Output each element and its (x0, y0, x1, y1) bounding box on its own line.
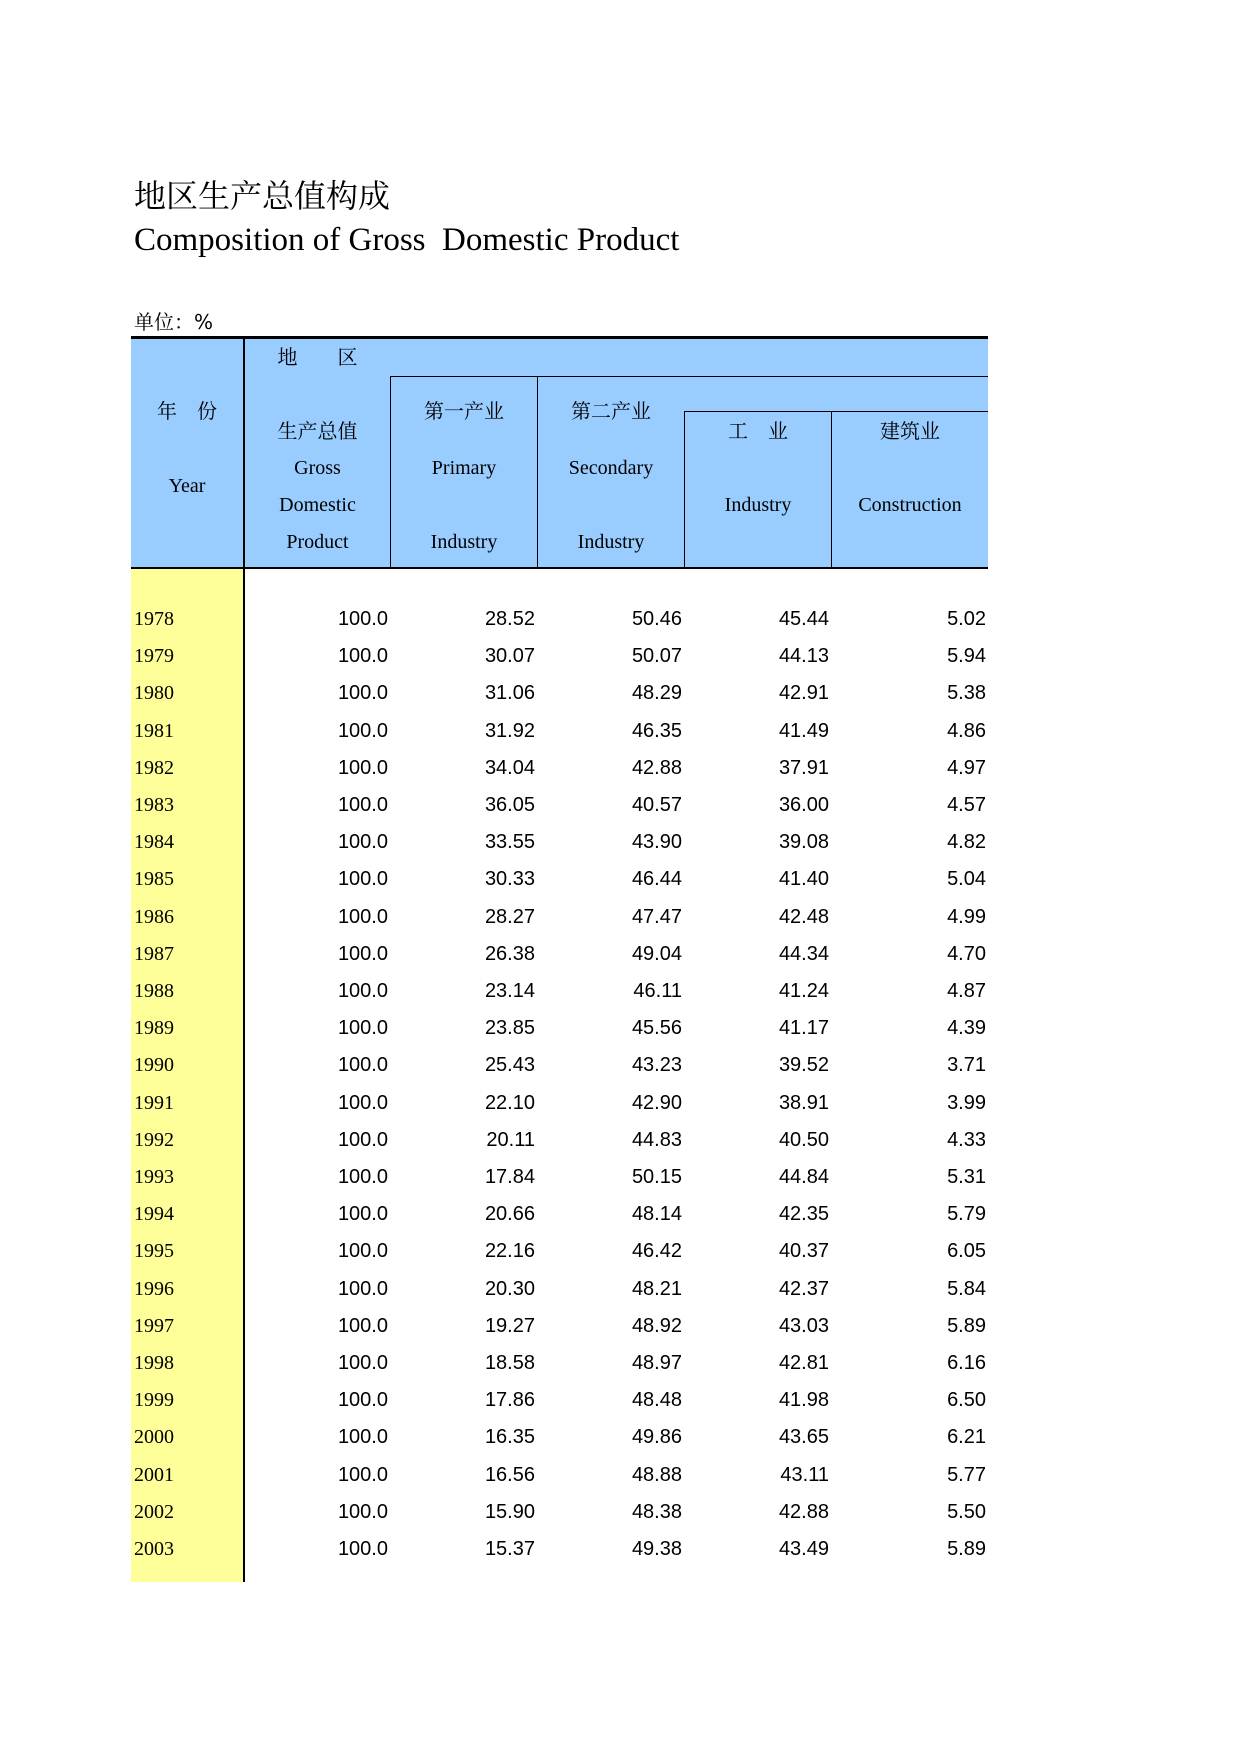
page-title-cn: 地区生产总值构成 (134, 177, 391, 215)
cell-construction: 6.50 (947, 1389, 986, 1412)
cell-primary: 31.06 (484, 682, 535, 705)
cell-secondary: 49.38 (631, 1538, 682, 1560)
cell-industry: 42.81 (778, 1352, 829, 1374)
cell-gdp: 100.0 (337, 1538, 388, 1560)
cell-secondary: 46.42 (631, 1240, 682, 1263)
table-row (131, 1233, 988, 1271)
header-industry-cn: 工 业 (728, 419, 788, 443)
header-primary-en-2: Industry (430, 531, 498, 553)
cell-year: 1979 (134, 645, 174, 668)
cell-industry: 41.24 (778, 980, 829, 1002)
cell-year: 1997 (134, 1314, 174, 1337)
cell-industry: 40.50 (778, 1128, 829, 1151)
table-row (131, 750, 988, 788)
cell-secondary: 49.04 (631, 942, 682, 965)
header-gdp-en-2: Domestic (279, 494, 356, 516)
cell-primary: 19.27 (484, 1314, 535, 1337)
table-row (131, 1531, 988, 1569)
cell-gdp: 100.0 (337, 1277, 388, 1300)
cell-secondary: 47.47 (631, 905, 682, 928)
cell-secondary: 48.97 (631, 1352, 682, 1374)
region-subheader-rule (390, 376, 988, 377)
cell-year: 1981 (134, 719, 174, 742)
cell-gdp: 100.0 (337, 1054, 388, 1077)
cell-construction: 5.31 (947, 1166, 986, 1188)
cell-construction: 4.86 (947, 719, 986, 742)
cell-year: 1998 (134, 1352, 174, 1374)
cell-gdp: 100.0 (337, 1091, 388, 1114)
cell-gdp: 100.0 (337, 1128, 388, 1151)
header-secondary-en-2: Industry (577, 531, 645, 553)
page-title-en: Composition of Gross Domestic Product (134, 222, 680, 258)
header-primary-cn: 第一产业 (424, 399, 504, 423)
cell-year: 1988 (134, 980, 174, 1002)
cell-gdp: 100.0 (337, 1314, 388, 1337)
cell-construction: 5.94 (947, 645, 986, 668)
cell-year: 1985 (134, 868, 174, 891)
cell-gdp: 100.0 (337, 1426, 388, 1449)
table-row (131, 675, 988, 713)
cell-industry: 43.03 (778, 1314, 829, 1337)
cell-secondary: 48.88 (631, 1463, 682, 1486)
table-row (131, 1159, 988, 1197)
cell-industry: 40.37 (778, 1240, 829, 1263)
cell-primary: 18.58 (484, 1352, 535, 1374)
cell-year: 1980 (134, 682, 174, 705)
cell-gdp: 100.0 (337, 868, 388, 891)
cell-secondary: 46.35 (631, 719, 682, 742)
cell-primary: 23.14 (484, 980, 535, 1002)
cell-primary: 20.66 (484, 1203, 535, 1226)
cell-industry: 42.88 (778, 1500, 829, 1523)
cell-industry: 43.11 (780, 1463, 829, 1486)
cell-year: 2000 (134, 1426, 174, 1449)
header-construction-en: Construction (858, 494, 962, 516)
cell-primary: 26.38 (484, 942, 535, 965)
cell-gdp: 100.0 (337, 1352, 388, 1374)
table-row (131, 1085, 988, 1123)
header-industry-en: Industry (724, 494, 792, 516)
cell-secondary: 44.83 (631, 1128, 682, 1151)
cell-year: 1991 (134, 1091, 174, 1114)
cell-industry: 42.37 (778, 1277, 829, 1300)
cell-primary: 30.33 (484, 868, 535, 891)
cell-primary: 20.30 (484, 1277, 535, 1300)
cell-construction: 4.33 (947, 1128, 986, 1151)
cell-gdp: 100.0 (337, 1240, 388, 1263)
cell-construction: 5.02 (947, 608, 986, 630)
cell-industry: 36.00 (778, 794, 829, 816)
cell-secondary: 50.07 (631, 645, 682, 668)
cell-secondary: 50.46 (631, 608, 682, 630)
cell-primary: 16.35 (484, 1426, 535, 1449)
cell-construction: 6.05 (947, 1240, 986, 1263)
cell-construction: 6.21 (947, 1426, 986, 1449)
cell-gdp: 100.0 (337, 942, 388, 965)
cell-secondary: 50.15 (631, 1166, 682, 1188)
cell-year: 1982 (134, 756, 174, 779)
header-gdp-en-3: Product (286, 531, 349, 553)
table-row (131, 787, 988, 825)
cell-secondary: 49.86 (631, 1426, 682, 1449)
cell-industry: 41.98 (778, 1389, 829, 1412)
cell-secondary: 48.14 (631, 1203, 682, 1226)
cell-industry: 41.40 (778, 868, 829, 891)
table-top-rule (131, 336, 988, 339)
table-row (131, 861, 988, 899)
cell-year: 2002 (134, 1500, 174, 1523)
cell-construction: 4.70 (947, 942, 986, 965)
table-row (131, 1457, 988, 1495)
cell-construction: 5.50 (947, 1500, 986, 1523)
cell-primary: 28.52 (484, 608, 535, 630)
cell-gdp: 100.0 (337, 719, 388, 742)
cell-year: 2001 (134, 1463, 174, 1486)
cell-construction: 3.99 (947, 1091, 986, 1114)
cell-primary: 15.90 (484, 1500, 535, 1523)
cell-secondary: 42.88 (631, 756, 682, 779)
cell-industry: 42.91 (778, 682, 829, 705)
cell-construction: 5.77 (947, 1463, 986, 1486)
cell-primary: 30.07 (484, 645, 535, 668)
header-primary-en-1: Primary (431, 457, 497, 479)
table-row (131, 1010, 988, 1048)
cell-secondary: 42.90 (631, 1091, 682, 1114)
header-secondary-cn: 第二产业 (571, 399, 651, 423)
cell-gdp: 100.0 (337, 980, 388, 1002)
cell-industry: 44.34 (778, 942, 829, 965)
table-row (131, 936, 988, 974)
cell-secondary: 46.44 (631, 868, 682, 891)
cell-primary: 28.27 (484, 905, 535, 928)
cell-secondary: 48.92 (631, 1314, 682, 1337)
cell-year: 1983 (134, 794, 174, 816)
cell-industry: 39.52 (778, 1054, 829, 1077)
cell-secondary: 40.57 (631, 794, 682, 816)
header-secondary-en-1: Secondary (568, 457, 654, 479)
cell-industry: 41.49 (778, 719, 829, 742)
cell-primary: 22.10 (484, 1091, 535, 1114)
header-construction-cn: 建筑业 (880, 419, 940, 443)
cell-year: 1995 (134, 1240, 174, 1263)
cell-year: 1994 (134, 1203, 174, 1226)
cell-construction: 5.38 (947, 682, 986, 705)
cell-industry: 43.49 (778, 1538, 829, 1560)
cell-year: 1978 (134, 608, 174, 630)
cell-secondary: 48.29 (631, 682, 682, 705)
cell-year: 1996 (134, 1277, 174, 1300)
cell-industry: 44.13 (778, 645, 829, 668)
cell-primary: 33.55 (484, 831, 535, 854)
cell-gdp: 100.0 (337, 1017, 388, 1040)
cell-primary: 17.84 (484, 1166, 535, 1188)
cell-primary: 34.04 (484, 756, 535, 779)
cell-industry: 41.17 (778, 1017, 829, 1040)
cell-construction: 4.82 (947, 831, 986, 854)
cell-construction: 4.57 (947, 794, 986, 816)
table-row (131, 1271, 988, 1309)
cell-secondary: 45.56 (631, 1017, 682, 1040)
cell-primary: 36.05 (484, 794, 535, 816)
table-row (131, 1047, 988, 1085)
cell-primary: 31.92 (484, 719, 535, 742)
table-row (131, 824, 988, 862)
table-row (131, 638, 988, 676)
cell-industry: 42.35 (778, 1203, 829, 1226)
cell-year: 1984 (134, 831, 174, 854)
cell-gdp: 100.0 (337, 682, 388, 705)
header-region-cn: 地 区 (277, 345, 358, 369)
cell-year: 1990 (134, 1054, 174, 1077)
table-row (131, 601, 988, 639)
table-row (131, 899, 988, 937)
cell-secondary: 48.48 (631, 1389, 682, 1412)
cell-secondary: 46.11 (633, 980, 682, 1002)
cell-primary: 23.85 (484, 1017, 535, 1040)
header-gdp-cn: 生产总值 (277, 419, 358, 443)
cell-construction: 5.89 (947, 1314, 986, 1337)
table-row (131, 973, 988, 1011)
cell-industry: 37.91 (778, 756, 829, 779)
cell-primary: 25.43 (484, 1054, 535, 1077)
cell-year: 1989 (134, 1017, 174, 1040)
cell-gdp: 100.0 (337, 1500, 388, 1523)
cell-construction: 5.79 (947, 1203, 986, 1226)
table-row (131, 1196, 988, 1234)
cell-secondary: 48.21 (631, 1277, 682, 1300)
cell-construction: 5.84 (947, 1277, 986, 1300)
cell-gdp: 100.0 (337, 645, 388, 668)
cell-primary: 15.37 (484, 1538, 535, 1560)
header-gdp-en-1: Gross (294, 457, 341, 479)
cell-year: 1986 (134, 905, 174, 928)
cell-industry: 43.65 (778, 1426, 829, 1449)
unit-label: 单位：% (134, 310, 214, 334)
cell-gdp: 100.0 (337, 608, 388, 630)
cell-year: 1987 (134, 942, 174, 965)
cell-industry: 39.08 (778, 831, 829, 854)
cell-construction: 4.87 (947, 980, 986, 1002)
table-row (131, 1345, 988, 1383)
cell-year: 1999 (134, 1389, 174, 1412)
table-row (131, 1122, 988, 1160)
cell-industry: 44.84 (778, 1166, 829, 1188)
cell-gdp: 100.0 (337, 756, 388, 779)
cell-gdp: 100.0 (337, 831, 388, 854)
table-row (131, 713, 988, 751)
cell-gdp: 100.0 (337, 1166, 388, 1188)
header-bottom-rule (131, 567, 988, 569)
cell-industry: 38.91 (778, 1091, 829, 1114)
cell-gdp: 100.0 (337, 1389, 388, 1412)
header-year-cn: 年 份 (157, 399, 217, 423)
header-year-en: Year (168, 475, 206, 497)
cell-year: 2003 (134, 1538, 174, 1560)
table-row (131, 1419, 988, 1457)
cell-primary: 20.11 (486, 1128, 535, 1151)
table-row (131, 1308, 988, 1346)
cell-secondary: 43.90 (631, 831, 682, 854)
table-row (131, 1382, 988, 1420)
gdp-composition-table (131, 339, 988, 1582)
cell-gdp: 100.0 (337, 1463, 388, 1486)
cell-gdp: 100.0 (337, 905, 388, 928)
cell-gdp: 100.0 (337, 794, 388, 816)
cell-construction: 3.71 (947, 1054, 986, 1077)
cell-construction: 5.04 (947, 868, 986, 891)
cell-gdp: 100.0 (337, 1203, 388, 1226)
cell-year: 1992 (134, 1128, 174, 1151)
cell-primary: 17.86 (484, 1389, 535, 1412)
cell-primary: 22.16 (484, 1240, 535, 1263)
secondary-subheader-rule (684, 411, 988, 412)
cell-secondary: 48.38 (631, 1500, 682, 1523)
cell-construction: 4.39 (947, 1017, 986, 1040)
cell-construction: 4.99 (947, 905, 986, 928)
cell-industry: 42.48 (778, 905, 829, 928)
cell-construction: 6.16 (947, 1352, 986, 1374)
cell-primary: 16.56 (484, 1463, 535, 1486)
cell-construction: 4.97 (947, 756, 986, 779)
cell-secondary: 43.23 (631, 1054, 682, 1077)
cell-industry: 45.44 (778, 608, 829, 630)
table-row (131, 1494, 988, 1532)
cell-year: 1993 (134, 1166, 174, 1188)
cell-construction: 5.89 (947, 1538, 986, 1560)
